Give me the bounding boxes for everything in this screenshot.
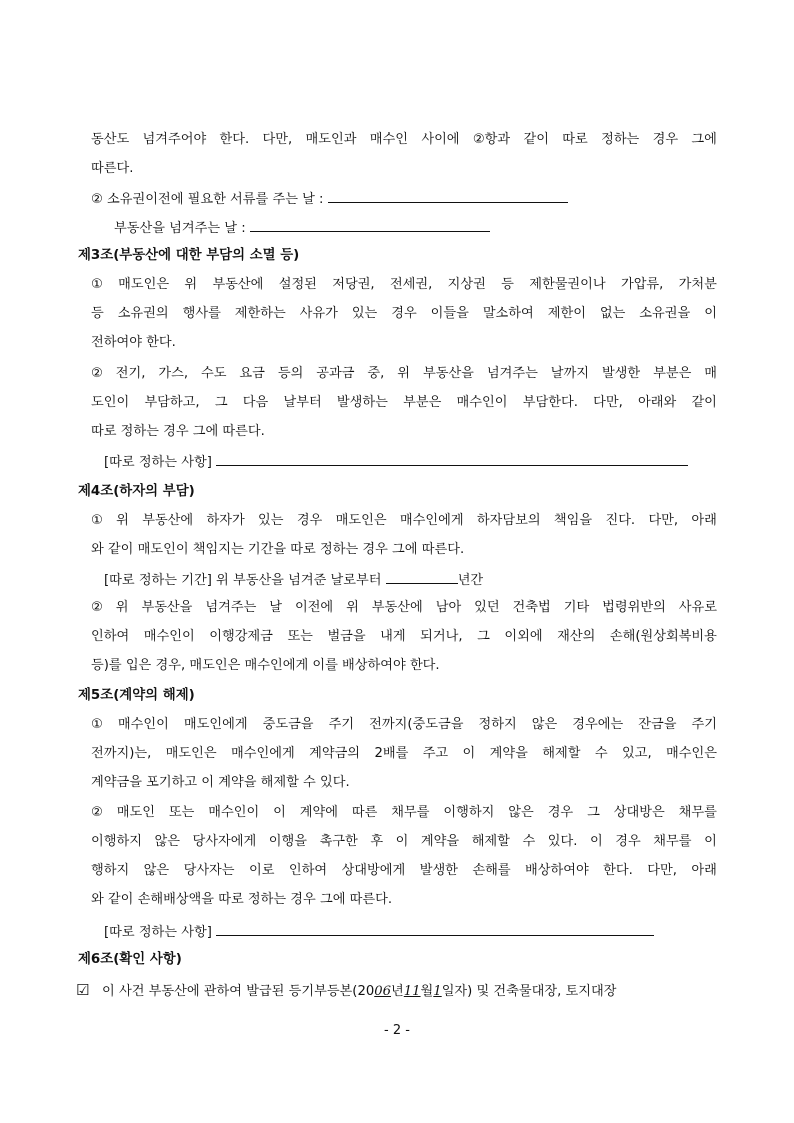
para-line: ② 위 부동산을 넘겨주는 날 이전에 위 부동산에 남아 있던 건축법 기타 법령위반의 사유로 (91, 600, 717, 615)
para-line: ② 전기, 가스, 수도 요금 등의 공과금 중, 위 부동산을 넘겨주는 날까지 발생한 부분은 매 (91, 366, 717, 381)
damages-terms-line: [따로 정하는 사항] (104, 921, 654, 943)
handwritten-day: 1 (433, 984, 442, 999)
para-line: ② 매도인 또는 매수인이 이 계약에 따른 채무를 이행하지 않은 경우 그 상대방은 채무를 (91, 805, 717, 820)
para-line: 동산도 넘겨주어야 한다. 다만, 매도인과 매수인 사이에 ②항과 같이 따로 정하는 경우 그에 (91, 132, 717, 147)
para-line: 이행하지 않은 당사자에게 이행을 촉구한 후 이 계약을 해제할 수 있다. 이 경우 채무를 이 (91, 834, 717, 849)
para-line: 계약금을 포기하고 이 계약을 해제할 수 있다. (91, 775, 350, 790)
para-line: ① 매도인은 위 부동산에 설정된 저당권, 전세권, 지상권 등 제한물권이나 가압류, 가처분 (91, 277, 717, 292)
para-line: 따른다. (91, 161, 134, 176)
para-line: 따로 정하는 경우 그에 따른다. (91, 424, 265, 439)
check-item-line: ☑ 이 사건 부동산에 관하여 발급된 등기부등본(2006년11월1일자) 및 건축물대장, 토지대장 (76, 981, 617, 999)
special-terms-blank[interactable] (216, 451, 688, 466)
property-date-blank[interactable] (250, 217, 490, 232)
para-line: 와 같이 매도인이 책임지는 기간을 따로 정하는 경우 그에 따른다. (91, 542, 465, 557)
handwritten-month: 11 (403, 984, 421, 999)
handover-docs-line: ② 소유권이전에 필요한 서류를 주는 날 : (91, 188, 568, 210)
warranty-years-blank[interactable] (386, 569, 458, 584)
handwritten-year: 06 (374, 984, 392, 999)
para-line: ① 위 부동산에 하자가 있는 경우 매도인은 매수인에게 하자담보의 책임을 진다. 다만, 아래 (91, 513, 717, 528)
page-number: - 2 - (384, 1023, 410, 1038)
para-line: 도인이 부담하고, 그 다음 날부터 발생하는 부분은 매수인이 부담한다. 다만, 아래와 같이 (91, 395, 717, 410)
article-3-heading: 제3조(부동산에 대한 부담의 소멸 등) (78, 248, 300, 263)
para-line: 인하여 매수인이 이행강제금 또는 벌금을 내게 되거나, 그 이외에 재산의 손해(원상회복비용 (91, 629, 717, 644)
article-4-heading: 제4조(하자의 부담) (78, 484, 195, 499)
para-line: 와 같이 손해배상액을 따로 정하는 경우 그에 따른다. (91, 892, 393, 907)
handover-property-line: 부동산을 넘겨주는 날 : (114, 217, 490, 239)
article-6-heading: 제6조(확인 사항) (78, 952, 182, 967)
para-line: 행하지 않은 당사자는 이로 인하여 상대방에게 발생한 손해를 배상하여야 한다. 다만, 아래 (91, 863, 717, 878)
para-line: 전까지)는, 매도인은 매수인에게 계약금의 2배를 주고 이 계약을 해제할 수 있고, 매수인은 (91, 746, 717, 761)
para-line: 등)를 입은 경우, 매도인은 매수인에게 이를 배상하여야 한다. (91, 658, 440, 673)
para-line: 전하여야 한다. (91, 335, 176, 350)
special-terms-line: [따로 정하는 사항] (104, 451, 688, 473)
para-line: ① 매수인이 매도인에게 중도금을 주기 전까지(중도금을 정하지 않은 경우에는 잔금을 주기 (91, 717, 717, 732)
para-line: 등 소유권의 행사를 제한하는 사유가 있는 경우 이들을 말소하여 제한이 없는 소유권을 이 (91, 306, 717, 321)
article-5-heading: 제5조(계약의 해제) (78, 688, 195, 703)
docs-date-blank[interactable] (328, 188, 568, 203)
checkbox-icon[interactable]: ☑ (76, 981, 90, 999)
warranty-period-line: [따로 정하는 기간] 위 부동산을 넘겨준 날로부터 년간 (104, 569, 483, 591)
damages-terms-blank[interactable] (216, 921, 654, 936)
